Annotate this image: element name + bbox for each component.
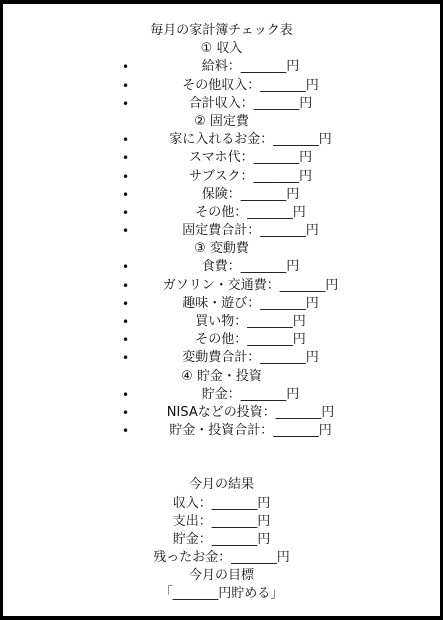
result-line: 収入：_______円 [172,495,271,511]
result-heading: 今月の結果 [188,477,254,493]
list-item-text: サブスク：_______円 [189,168,312,184]
list-item [3,349,440,367]
list-item [3,295,440,313]
result-line: 残ったお金：_______円 [153,550,290,566]
list-item-text: 貯金：_______円 [201,386,300,402]
bullet-icon: • [122,187,130,202]
result-line: 支出：_______円 [172,513,271,529]
bullet-icon: • [122,333,130,348]
list-item-text: 合計収入：_______円 [188,95,313,111]
list-item [3,77,440,95]
bullet-icon: • [122,60,130,75]
list-item-text: 食費：_______円 [201,259,300,275]
list-item-text: 家に入れるお金：_______円 [169,132,332,148]
list-item-text: 固定費合計：_______円 [182,223,319,239]
list-item [3,277,440,295]
list-item-text: その他：_______円 [195,204,306,220]
bullet-icon: • [122,133,130,148]
list-item [3,313,440,331]
list-item [3,331,440,349]
list-item [3,386,440,404]
document-page [3,4,440,616]
list-item-text: スマホ代：_______円 [188,150,313,166]
bullet-icon: • [122,224,130,239]
list-item-text: NISAなどの投資：_______円 [166,404,335,420]
list-item [3,258,440,276]
goal-text: 「_______円貯める」 [159,586,284,602]
section-heading-income: ① 収入 [200,41,243,57]
document-title: 毎月の家計簿チェック表 [150,23,293,38]
list-item-text: 買い物：_______円 [195,314,306,329]
list-item-text: 変動費合計：_______円 [182,350,319,366]
list-item [3,168,440,186]
list-item-text: ガソリン・交通費：_______円 [162,277,339,293]
goal-heading: 今月の目標 [188,568,254,584]
list-item [3,422,440,440]
bullet-icon: • [122,351,130,366]
section-heading-fixed-costs: ② 固定費 [194,113,249,129]
document-body [3,22,440,604]
list-item [3,131,440,149]
list-item-text: 給料：_______円 [201,59,300,75]
bullet-icon: • [122,296,130,311]
bullet-icon: • [122,260,130,275]
list-item [3,404,440,422]
spacer [3,440,440,476]
bullet-icon: • [122,96,130,111]
list-item-text: その他：_______円 [195,332,306,348]
list-item-text: 趣味・遊び：_______円 [182,295,319,311]
bullet-icon: • [122,387,130,402]
list-item [3,58,440,76]
result-line: 貯金：_______円 [172,531,271,547]
section-heading-variable-costs: ③ 変動費 [194,241,249,257]
list-item [3,222,440,240]
bullet-icon: • [122,424,130,439]
list-item-text: 保険：_______円 [201,186,300,202]
list-item [3,149,440,167]
bullet-icon: • [122,151,130,166]
bullet-icon: • [122,78,130,93]
bullet-icon: • [122,169,130,184]
bullet-icon: • [122,278,130,293]
bullet-icon: • [122,315,130,329]
list-item [3,186,440,204]
list-item [3,95,440,113]
list-item-text: 貯金・投資合計：_______円 [169,423,332,439]
list-item [3,204,440,222]
bullet-icon: • [122,205,130,220]
bullet-icon: • [122,405,130,420]
list-item-text: その他収入：_______円 [182,77,319,93]
section-heading-savings: ④ 貯金・投資 [181,368,262,384]
